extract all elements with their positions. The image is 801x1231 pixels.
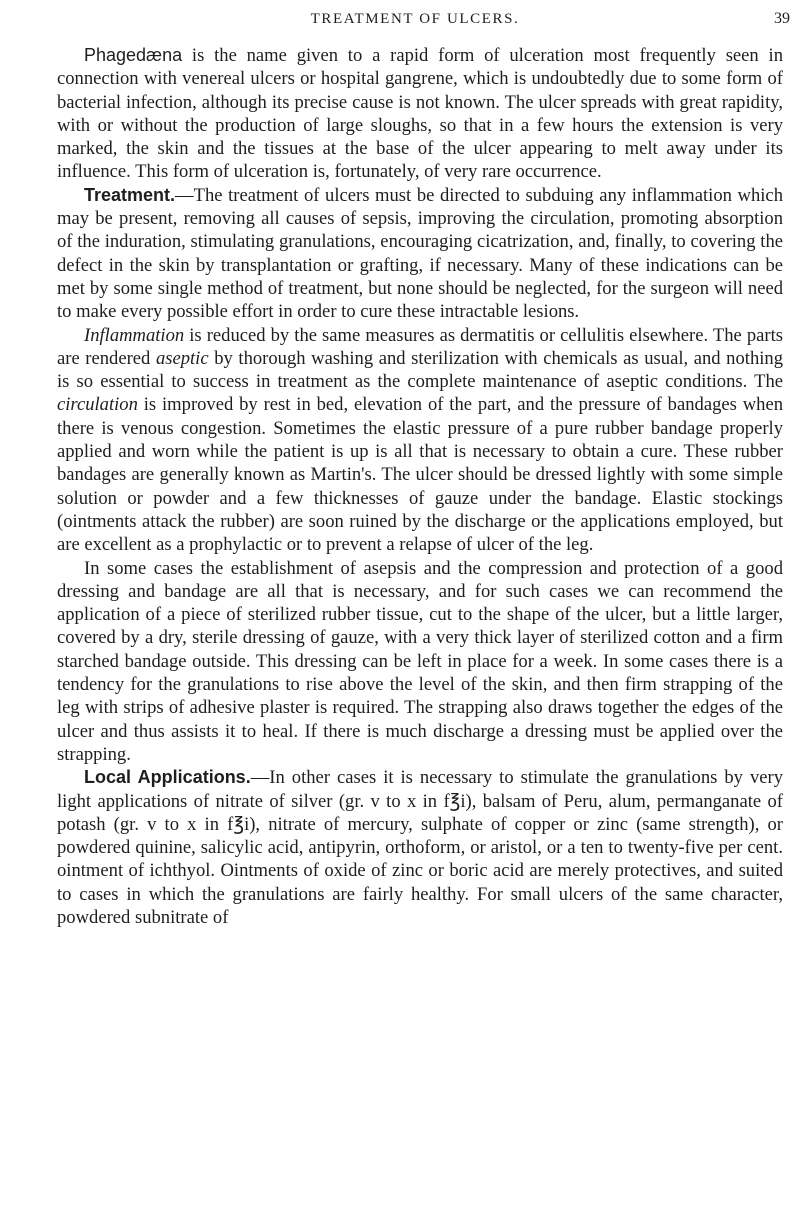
page-number: 39 xyxy=(774,10,790,27)
paragraph-inflammation-text-3: is improved by rest in bed, elevation of the part, and the pressure of bandages when there is venous congestion. Sometimes the elastic pressure of a pure rubber bandage properly applied and worn while the patient is up is all that is necessary to obtain a cure. These rubber bandages are generally known as Martin's. The ulcer should be dressed lightly with some simple solution or powder and a few thicknesses of gauze under the bandage. Elastic stockings (ointments attack the rubber) are soon ruined by the discharge or the applications employed, but are excellent as a prophylactic or to prevent a relapse of ulcer of the leg. xyxy=(57,394,783,556)
paragraph-local-applications xyxy=(57,766,783,929)
paragraph-inflammation xyxy=(57,324,783,557)
body-text xyxy=(57,44,783,929)
heading-treatment: Treatment. xyxy=(84,184,176,205)
paragraph-inflammation-text-2: by thorough washing and sterilization with chemicals as usual, and nothing is so essential to success in treatment as the complete maintenance of aseptic conditions. The xyxy=(57,347,783,393)
subheading-inflammation: Inflammation xyxy=(84,324,185,346)
term-aseptic: aseptic xyxy=(155,347,209,369)
term-circulation: circulation xyxy=(57,394,138,416)
paragraph-local-applications-text: —In other cases it is necessary to stimulate the granulations by very light applications of nitrate of silver (gr. v to x in f℥i), balsam of Peru, alum, permanganate of potash (gr. v to x in f℥i), nitrate of mercury, sulphate of copper or zinc (same strength), or powdered quinine, salicylic acid, antipyrin, orthoform, or aristol, or a ten to twenty-five per cent. ointment of ichthyol. Ointments of oxide of zinc or boric acid are merely protectives, and suited to cases in which the granulations are fairly healthy. For small ulcers of the same character, powdered subnitrate of xyxy=(57,767,783,928)
term-phagedaena: Phagedæna xyxy=(84,45,183,65)
running-header xyxy=(40,6,790,32)
paragraph-treatment xyxy=(57,184,783,324)
paragraph-phagedaena xyxy=(57,44,783,184)
running-title: TREATMENT OF ULCERS. xyxy=(310,11,520,27)
paragraph-inflammation-text-1: is reduced by the same measures as dermatitis or cellulitis elsewhere. The parts are rendered xyxy=(57,324,783,369)
paragraph-treatment-text: —The treatment of ulcers must be directed to subduing any inflammation which may be present, removing all causes of sepsis, improving the circulation, promoting absorption of the induration, stimulating granulations, encouraging cicatrization, and, finally, to covering the defect in the skin by transplantation or grafting, if necessary. Many of these indications can be met by some single method of treatment, but none should be neglected, for the surgeon will need to make every possible effort in order to cure these intractable lesions. xyxy=(57,184,783,323)
heading-local-applications: Local Applications. xyxy=(84,767,251,788)
paragraph-asepsis: In some cases the establishment of asepsis and the compression and protection of a good dressing and bandage are all that is necessary, and for such cases we can recommend the application of a piece of sterilized rubber tissue, cut to the shape of the ulcer, but a little larger, covered by a dry, sterile dressing of gauze, with a very thick layer of sterilized cotton and a firm starched bandage outside. This dressing can be left in place for a week. In some cases there is a tendency for the granulations to rise above the level of the skin, and then firm strapping of the leg with strips of adhesive plaster is required. The strapping also draws together the edges of the ulcer and thus assists it to heal. If there is much discharge a dressing must be applied over the strapping. xyxy=(57,557,783,765)
paragraph-phagedaena-text: is the name given to a rapid form of ulceration most frequently seen in connection with venereal ulcers or hospital gangrene, which is undoubtedly due to some form of bacterial infection, although its precise cause is not known. The ulcer spreads with great rapidity, with or without the production of large sloughs, so that in a few hours the extension is very marked, the skin and the tissues at the base of the ulcer appearing to melt away under its influence. This form of ulceration is, fortunately, of very rare occurrence. xyxy=(57,45,783,183)
